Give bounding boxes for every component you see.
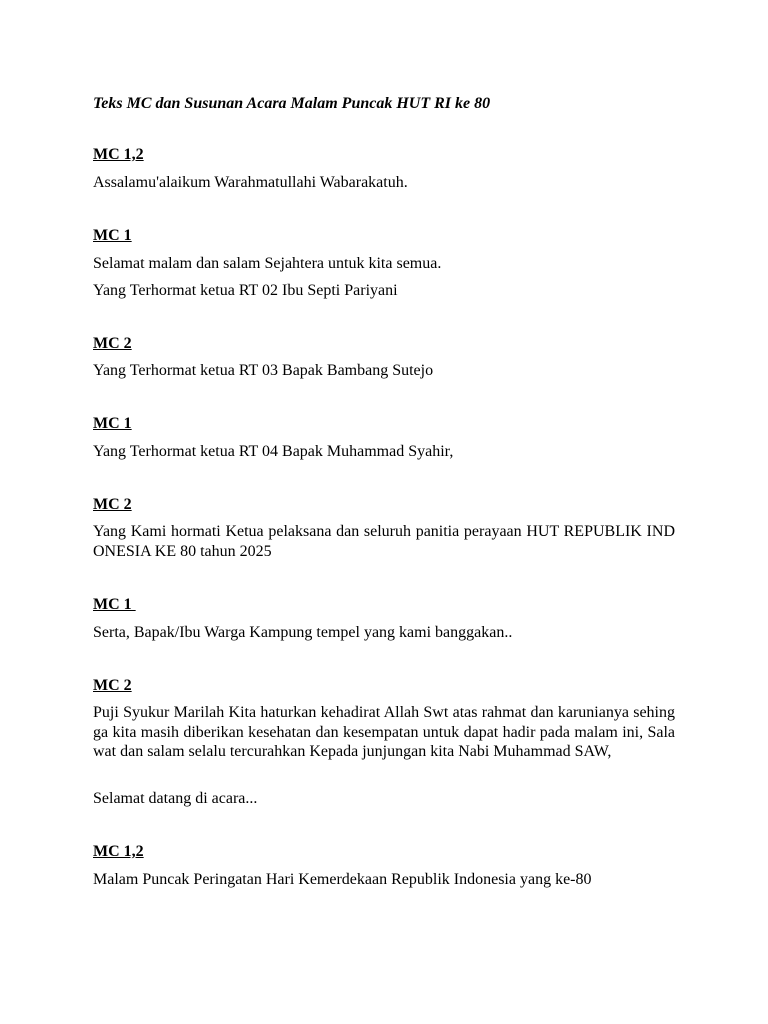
speaker-label: MC 1,2 [93, 146, 144, 163]
speech-paragraph: Yang Kami hormati Ketua pelaksana dan seluruh panitia perayaan HUT REPUBLIK INDONESIA KE 80 tahun 2025 [93, 523, 675, 560]
speaker-label: MC 1 [93, 596, 136, 613]
speech-line: Serta, Bapak/Ibu Warga Kampung tempel yang kami banggakan.. [93, 624, 513, 641]
speech-paragraph: Puji Syukur Marilah Kita haturkan kehadirat Allah Swt atas rahmat dan karunianya sehingga kita masih diberikan kesehatan dan kesempatan untuk dapat hadir pada malam ini, Salawat dan salam selalu tercurahkan Kepada junjungan kita Nabi Muhammad SAW, [93, 704, 675, 760]
speech-line: Assalamu'alaikum Warahmatullahi Wabarakatuh. [93, 174, 408, 191]
speech-line: Malam Puncak Peringatan Hari Kemerdekaan Republik Indonesia yang ke-80 [93, 871, 592, 888]
speaker-label: MC 2 [93, 677, 132, 694]
speaker-label: MC 2 [93, 496, 132, 513]
speech-line: Selamat malam dan salam Sejahtera untuk kita semua. [93, 255, 442, 272]
speech-line: Yang Terhormat ketua RT 03 Bapak Bambang Sutejo [93, 362, 434, 379]
speech-line: Selamat datang di acara... [93, 790, 258, 807]
speech-line: Yang Terhormat ketua RT 04 Bapak Muhammad Syahir, [93, 443, 454, 460]
speaker-label: MC 1 [93, 227, 132, 244]
speech-line: Yang Terhormat ketua RT 02 Ibu Septi Pariyani [93, 282, 398, 299]
speaker-label: MC 1,2 [93, 843, 144, 860]
speaker-label: MC 1 [93, 415, 132, 432]
document-title: Teks MC dan Susunan Acara Malam Puncak HUT RI ke 80 [93, 95, 491, 112]
speaker-label: MC 2 [93, 335, 132, 352]
